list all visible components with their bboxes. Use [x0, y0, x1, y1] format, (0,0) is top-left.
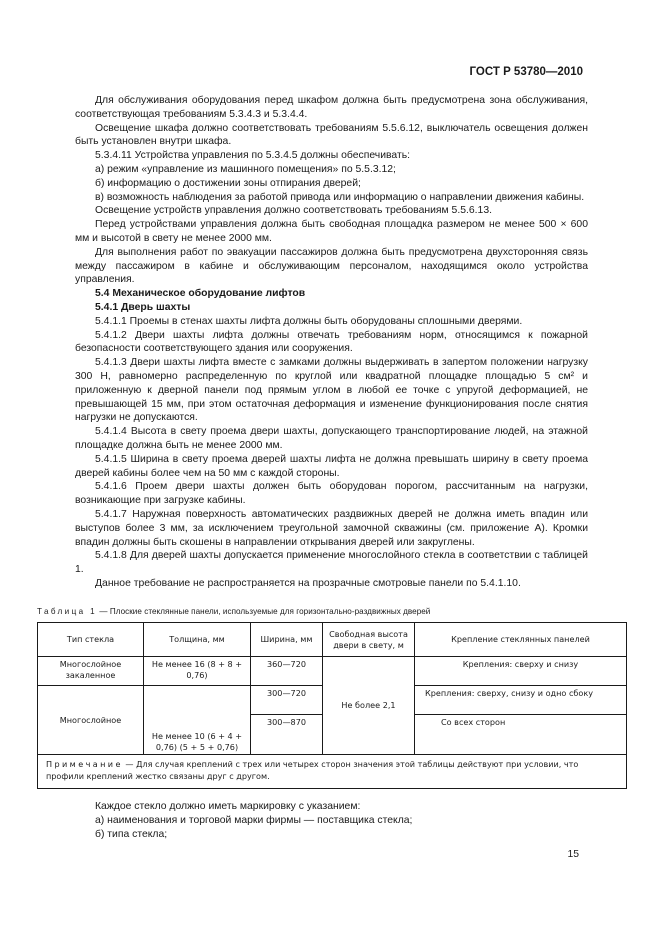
paragraph: Освещение шкафа должно соответствовать требованиям 5.5.6.12, выключатель освещения должен быть установлен внутри шкафа.: [75, 122, 588, 148]
subsection-heading: 5.4.1 Дверь шахты: [95, 301, 191, 313]
paragraph: 5.4.1.6 Проем двери шахты должен быть оборудован порогом, рассчитанным на нагрузки, возникающие при загрузке кабины.: [75, 481, 588, 507]
paragraph: 5.4.1.7 Наружная поверхность автоматических раздвижных дверей не должна иметь впадин или выступов более 3 мм, за исключением треугольной замочной скважины (см. приложение А). Кромки впадин должны быть скошены в направлении открывания дверей или закруглены.: [75, 508, 588, 548]
width-cell: 300—870: [251, 715, 323, 755]
paragraph: 5.3.4.11 Устройства управления по 5.3.4.5 должны обеспечивать:: [95, 150, 411, 162]
height-cell: Не более 2,1: [323, 657, 415, 755]
paragraph: 5.4.1.1 Проемы в стенах шахты лифта должны быть оборудованы сплошными дверями.: [95, 315, 523, 327]
mount-cell: Крепления: сверху и снизу: [415, 657, 627, 686]
header-cell: Ширина, мм: [251, 623, 323, 657]
table-row: [38, 657, 627, 686]
paragraph: 5.4.1.5 Ширина в свету проема дверей шахты лифта не должна превышать ширину в свету проема дверей кабины более чем на 50 мм с каждой стороны.: [75, 453, 588, 479]
table-note-row: [38, 755, 627, 789]
table-caption: [37, 607, 627, 616]
paragraph: 5.4.1.4 Высота в свету проема двери шахты, допускающего транспортирование людей, на этажной площадке должна быть не менее 2000 мм.: [75, 426, 588, 451]
mount-cell: Крепления: сверху, снизу и одно сбоку: [415, 686, 627, 715]
table-caption-text: — Плоские стеклянные панели, используемые для горизонтально-раздвижных дверей: [97, 607, 431, 616]
note-text: — Для случая креплений с трех или четырех сторон значения этой таблицы действуют при условии, что профили креплений жестко связаны друг с другом.: [46, 759, 579, 781]
section-heading: 5.4 Механическое оборудование лифтов: [95, 288, 306, 300]
width-cell: 360—720: [251, 657, 323, 686]
paragraph: 5.4.1.2 Двери шахты лифта должны отвечать требованиям норм, относящимся к пожарной безопасности соответствующего здания или сооружения.: [75, 329, 588, 355]
table-caption-label: Таблица 1: [37, 607, 98, 616]
page-number: 15: [567, 849, 579, 860]
paragraph: Для выполнения работ по эвакуации пассажиров должна быть предусмотрена двухсторонняя связь между пассажиром в кабине и обслуживающим персоналом, находящимся около устройства управления.: [75, 246, 588, 286]
glass-type-cell: Многослойное: [38, 686, 144, 755]
paragraph: Для обслуживания оборудования перед шкафом должна быть предусмотрена зона обслуживания, соответствующая требованиям 5.3.4.3 и 5.3.4.4.: [75, 95, 588, 120]
list-item: а) наименования и торговой марки фирмы — поставщика стекла;: [95, 814, 413, 826]
header-cell: Свободная высота двери в свету, м: [323, 623, 415, 657]
table-header-row: [38, 623, 627, 657]
paragraph: Перед устройствами управления должна быть свободная площадка размером не менее 500 × 600 мм и высотой в свету не менее 2000 мм.: [75, 219, 588, 244]
width-cell: 300—720: [251, 686, 323, 715]
glass-type-cell: Многослойное закаленное: [38, 657, 144, 686]
table-note: [38, 755, 627, 789]
note-label: Примечание: [46, 759, 123, 769]
paragraph: Данное требование не распространяется на прозрачные смотровые панели по 5.4.1.10.: [95, 577, 521, 589]
glass-panels-table: [37, 622, 627, 789]
list-item: а) режим «управление из машинного помещения» по 5.5.3.12;: [95, 163, 396, 175]
mount-cell: Со всех сторон: [415, 715, 627, 755]
paragraph: Освещение устройств управления должно соответствовать требованиям 5.5.6.13.: [95, 205, 493, 217]
body-text: [75, 94, 588, 591]
paragraph: Каждое стекло должно иметь маркировку с указанием:: [95, 801, 361, 812]
list-item: в) возможность наблюдения за работой привода или информацию о направлении движения кабины.: [95, 191, 585, 203]
paragraph: 5.4.1.8 Для дверей шахты допускается применение многослойного стекла в соответствии с таблицей 1.: [75, 550, 588, 576]
header-cell: Крепление стеклянных панелей: [415, 623, 627, 657]
body-text-continued: [75, 800, 588, 841]
paragraph: 5.4.1.3 Двери шахты лифта вместе с замками должны выдерживать в запертом положении нагрузку 300 Н, равномерно распределенную по круглой или квадратной площадке площадью 5 см² и приложенную к дверной панели под прямым углом в любой ее точке с упругой деформацией, не превышающей 15 мм, при этом остаточная деформация и изменение функционирования после снятия нагрузки не допускаются.: [75, 357, 588, 424]
thickness-cell: Не менее 10 (6 + 4 + 0,76) (5 + 5 + 0,76): [144, 686, 251, 755]
header-cell: Толщина, мм: [144, 623, 251, 657]
list-item: б) информацию о достижении зоны отпирания дверей;: [95, 177, 361, 189]
thickness-cell: Не менее 16 (8 + 8 + 0,76): [144, 657, 251, 686]
list-item: б) типа стекла;: [95, 828, 168, 840]
document-header: ГОСТ Р 53780—2010: [469, 66, 583, 78]
header-cell: Тип стекла: [38, 623, 144, 657]
